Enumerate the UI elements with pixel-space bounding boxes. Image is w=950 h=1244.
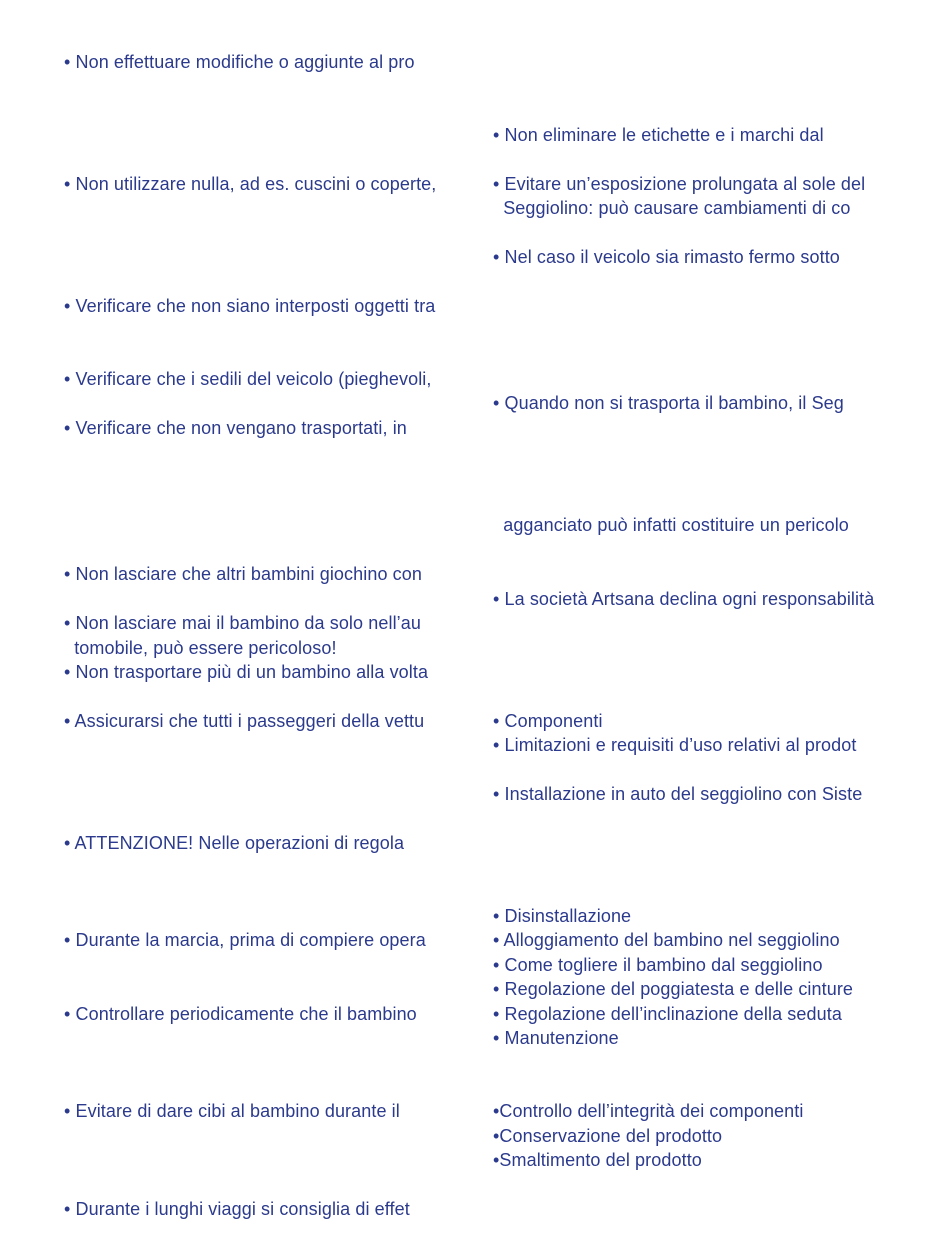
warning-line: • Non lasciare che altri bambini giochino con [64,564,422,584]
contents-item: •Controllo dell’integrità dei componenti [493,1101,804,1121]
warning-line: • Quando non si trasporta il bambino, il Seg [493,393,844,413]
contents-item: • Installazione in auto del seggiolino con Siste [493,784,863,804]
warning-line: • Non trasportare più di un bambino alla volta [64,662,429,682]
warning-line: • Non lasciare mai il bambino da solo nell’au [64,613,421,633]
contents-item: • Disinstallazione [493,906,632,926]
warning-line: • Assicurarsi che tutti i passeggeri della vettu [64,711,425,731]
warning-line: • La società Artsana declina ogni responsabilità [493,589,875,609]
contents-item: • Componenti [493,711,603,731]
warning-line: • Verificare che non vengano trasportati, in [64,418,407,438]
contents-item: • Limitazioni e requisiti d’uso relativi al prodot [493,735,857,755]
warning-line: • Evitare un’esposizione prolungata al sole del [493,174,866,194]
warning-line: tomobile, può essere pericoloso! [64,638,337,658]
contents-item: • Regolazione dell’inclinazione della seduta [493,1004,842,1024]
contents-item: • Come togliere il bambino dal seggiolino [493,955,823,975]
warning-line: • Durante i lunghi viaggi si consiglia di effet [64,1199,410,1219]
warning-line: • Controllare periodicamente che il bambino [64,1004,417,1024]
warning-line: agganciato può infatti costituire un pericolo [493,515,849,535]
contents-item: • Alloggiamento del bambino nel seggiolino [493,930,840,950]
contents-item: • Regolazione del poggiatesta e delle cinture [493,979,854,999]
warning-line: • Evitare di dare cibi al bambino durante il [64,1101,400,1121]
contents-item: • Manutenzione [493,1028,619,1048]
warning-line: • Non effettuare modifiche o aggiunte al pro [64,52,415,72]
warning-line: • Nel caso il veicolo sia rimasto fermo sotto [493,247,840,267]
contents-item: •Conservazione del prodotto [493,1126,723,1146]
warning-line: • Non eliminare le etichette e i marchi dal [493,125,824,145]
warning-line: Seggiolino: può causare cambiamenti di co [493,198,851,218]
warning-line: • Verificare che non siano interposti oggetti tra [64,296,436,316]
warning-line: • Durante la marcia, prima di compiere opera [64,930,426,950]
warning-line: • ATTENZIONE! Nelle operazioni di regola [64,833,405,853]
warning-line: • Verificare che i sedili del veicolo (pieghevoli, [64,369,432,389]
warning-line: • Non utilizzare nulla, ad es. cuscini o coperte, [64,174,437,194]
contents-item: •Smaltimento del prodotto [493,1150,702,1170]
